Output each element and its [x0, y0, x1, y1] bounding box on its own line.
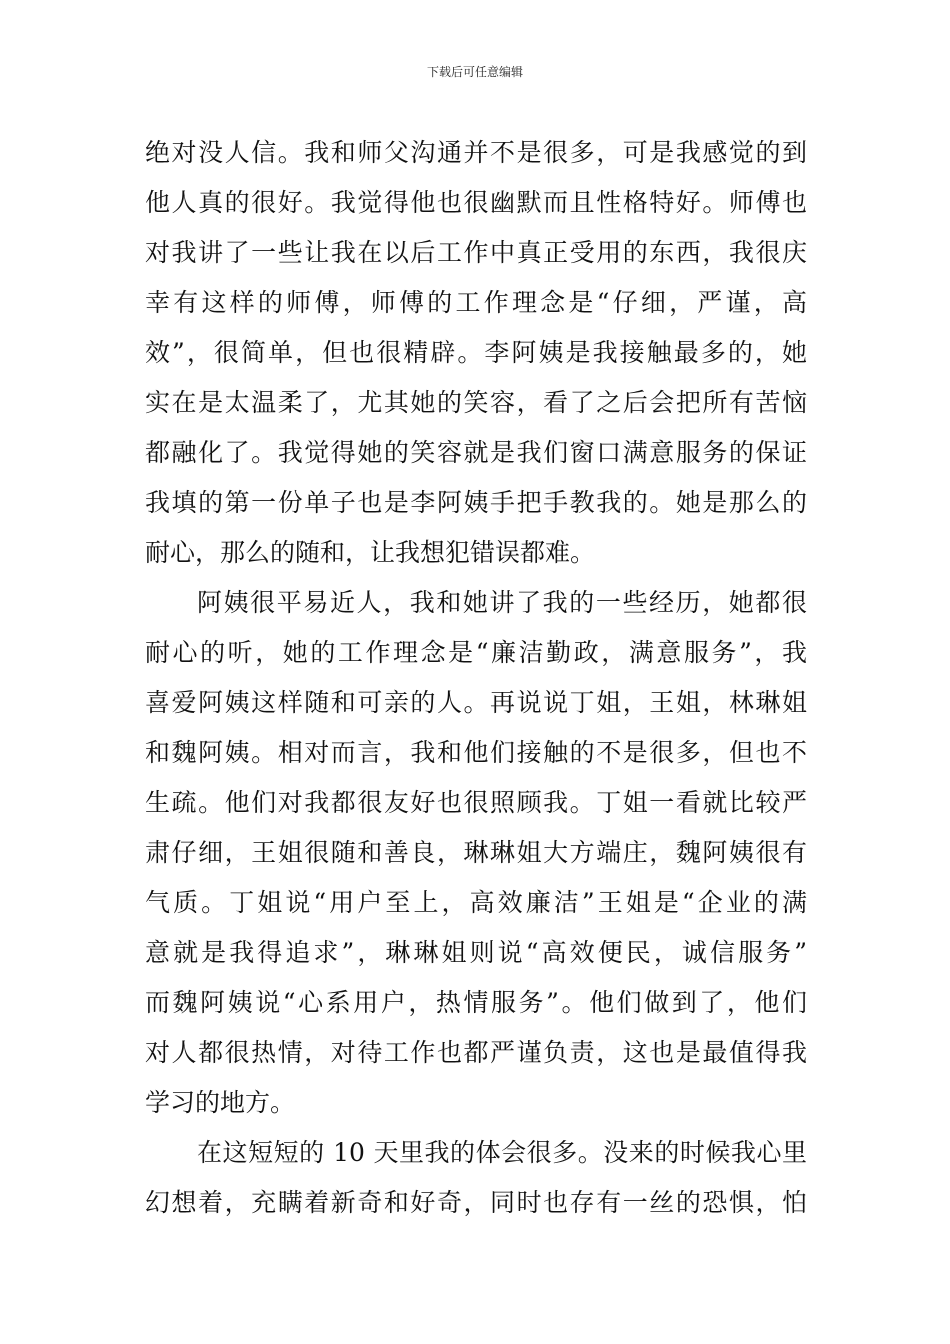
text-line: 学习的地方。 [145, 1088, 296, 1117]
text-line: 耐心，那么的随和，让我想犯错误都难。 [145, 538, 596, 567]
text-line: 效”，很简单，但也很精辟。李阿姨是我接触最多的，她 [145, 338, 807, 367]
text-line: 生疏。他们对我都很友好也很照顾我。丁姐一看就比较严 [145, 788, 807, 817]
text-line: 意就是我得追求”，琳琳姐则说“高效便民，诚信服务” [145, 938, 807, 967]
paragraph-3 [145, 1128, 807, 1228]
text-line: 耐心的听，她的工作理念是“廉洁勤政，满意服务”，我 [145, 638, 807, 667]
text-line: 实在是太温柔了，尤其她的笑容，看了之后会把所有苦恼 [145, 388, 807, 417]
text-line: 阿姨很平易近人，我和她讲了我的一些经历，她都很 [197, 588, 807, 617]
text-line: 幸有这样的师傅，师傅的工作理念是“仔细，严谨，高 [145, 288, 807, 317]
text-line: 我填的第一份单子也是李阿姨手把手教我的。她是那么的 [145, 488, 807, 517]
paragraph-1 [145, 128, 807, 578]
text-line: 喜爱阿姨这样随和可亲的人。再说说丁姐，王姐，林琳姐 [145, 688, 807, 717]
text-line: 和魏阿姨。相对而言，我和他们接触的不是很多，但也不 [145, 738, 807, 767]
text-line: 在这短短的 10 天里我的体会很多。没来的时候我心里 [197, 1138, 807, 1167]
document-body [145, 128, 807, 1228]
text-line: 而魏阿姨说“心系用户，热情服务”。他们做到了，他们 [145, 988, 807, 1017]
paragraph-2 [145, 578, 807, 1128]
text-line: 绝对没人信。我和师父沟通并不是很多，可是我感觉的到 [145, 138, 807, 167]
text-line: 都融化了。我觉得她的笑容就是我们窗口满意服务的保证 [145, 438, 807, 467]
text-line: 对人都很热情，对待工作也都严谨负责，这也是最值得我 [145, 1038, 807, 1067]
page-header: 下载后可任意编辑 [426, 65, 523, 79]
text-line: 肃仔细，王姐很随和善良，琳琳姐大方端庄，魏阿姨很有 [145, 838, 807, 867]
text-line: 他人真的很好。我觉得他也很幽默而且性格特好。师傅也 [145, 188, 807, 217]
text-line: 气质。丁姐说“用户至上，高效廉洁”王姐是“企业的满 [145, 888, 807, 917]
text-line: 对我讲了一些让我在以后工作中真正受用的东西，我很庆 [145, 238, 807, 267]
text-line: 幻想着，充瞒着新奇和好奇，同时也存有一丝的恐惧，怕 [145, 1188, 807, 1217]
